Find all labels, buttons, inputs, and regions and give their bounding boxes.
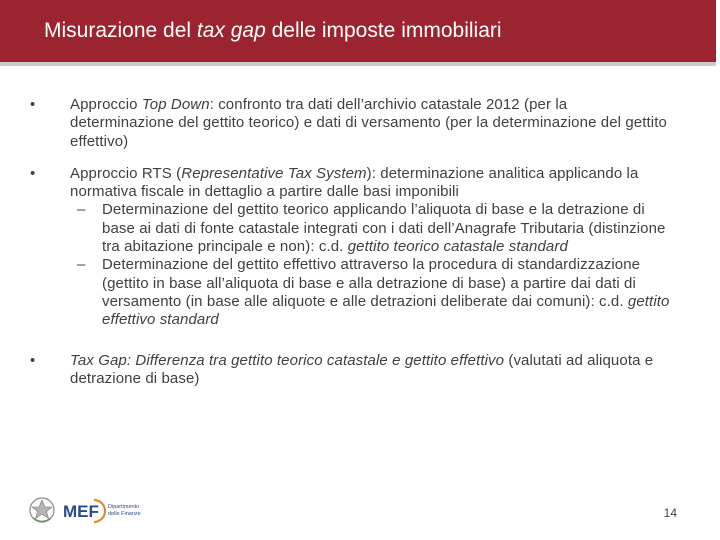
bullet-text-italic: Representative Tax System: [181, 164, 367, 182]
page-number: 14: [663, 506, 677, 520]
sub-bullet-text: Determinazione del gettito effettivo attraverso la procedura di standardizzazione (gettito in base all’aliquota di base e alla detrazione di base) a partire dai dati di versamento (in base alle aliquote e alle detrazioni deliberate dai comuni): c.d.: [102, 256, 641, 310]
bullet-text: ): determinazione analitica applicando la normativa fiscale in dettaglio a partire dalle basi imponibili: [70, 164, 639, 201]
bullet-text-italic: Top Down: [141, 96, 210, 113]
bullet-marker: •: [30, 351, 36, 369]
bullet-marker: •: [30, 164, 36, 182]
mef-logo-sub-2: delle Finanze: [108, 511, 141, 517]
sub-bullet-marker: –: [77, 256, 86, 274]
emblem-icon: [30, 498, 54, 522]
bullet-marker: •: [30, 96, 36, 113]
mef-logo-text: MEF: [63, 502, 99, 521]
title-bar: [0, 0, 716, 66]
title-text-1: Misurazione del: [44, 19, 197, 42]
bullet-tax-gap: [30, 352, 670, 389]
bullet-text-italic: Tax Gap: Differenza tra gettito teorico catastale e gettito effettivo: [70, 351, 505, 369]
bullet-rts: [30, 165, 670, 330]
title-text-italic: tax gap: [196, 19, 266, 42]
bullet-text: : confronto tra dati dell’archivio catastale 2012 (per la determinazione del gettito teorico) e dati di versamento (per la determinazione del gettito effettivo): [70, 96, 667, 150]
slide-content: [30, 96, 670, 388]
bullet-top-down: [30, 96, 670, 151]
sub-bullet-effettivo: [70, 256, 670, 329]
bullet-text: (valutati ad aliquota e detrazione di base): [70, 351, 654, 387]
sub-bullet-text: Determinazione del gettito teorico applicando l’aliquota di base e la detrazione di base ai dati di fonte catastale integrati con i dati dell’Anagrafe Tributaria (distinzione tra abitazione principale e non): c.d.: [102, 201, 666, 256]
bullet-text: Approccio RTS (: [70, 164, 182, 182]
sub-bullet-text-italic: gettito teorico catastale standard: [347, 238, 568, 256]
title-text-2: delle imposte immobiliari: [265, 19, 502, 42]
sub-bullet-teorico: [70, 201, 670, 256]
mef-logo-sub-1: Dipartimento: [108, 504, 140, 510]
bullet-text: Approccio: [70, 96, 142, 113]
mef-logo: [28, 494, 148, 526]
slide-title: [44, 19, 502, 43]
sub-bullet-text-italic: gettito effettivo standard: [102, 292, 670, 329]
mef-logo-graphic: [28, 494, 148, 528]
sub-bullet-marker: –: [77, 201, 86, 219]
